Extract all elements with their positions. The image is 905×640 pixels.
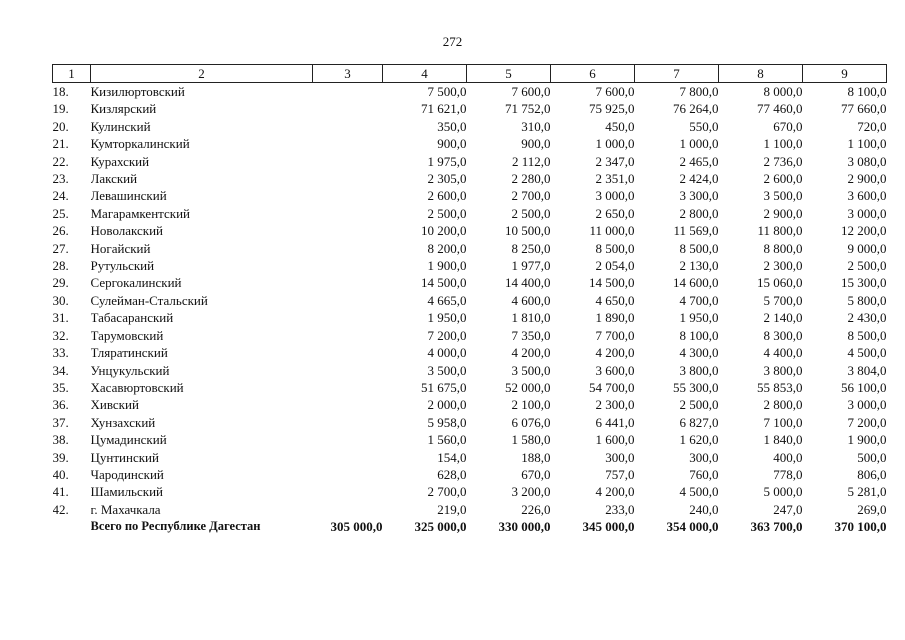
value-cell: 10 200,0 <box>421 223 467 239</box>
value-cell: 2 500,0 <box>427 205 467 221</box>
table-row <box>53 170 887 187</box>
table-row <box>53 362 887 379</box>
value-cell: 2 424,0 <box>679 171 719 187</box>
value-cell <box>313 431 383 448</box>
table-row <box>53 153 887 170</box>
district-name: Чародинский <box>90 466 164 482</box>
value-cell: 7 700,0 <box>595 327 635 343</box>
value-cell: 354 000,0 <box>666 519 719 535</box>
value-cell: 7 500,0 <box>427 84 467 99</box>
value-cell: 3 600,0 <box>847 188 887 204</box>
value-cell: 1 975,0 <box>427 153 467 169</box>
value-cell: 1 900,0 <box>427 258 467 274</box>
value-cell: 4 300,0 <box>679 345 719 361</box>
value-cell: 1 890,0 <box>595 310 635 326</box>
value-cell: 11 569,0 <box>673 223 719 239</box>
value-cell: 15 300,0 <box>841 275 887 291</box>
table-row <box>53 414 887 431</box>
row-number: 28. <box>52 258 69 274</box>
table-row <box>53 274 887 291</box>
value-cell: 154,0 <box>437 449 467 465</box>
value-cell: 7 600,0 <box>595 84 635 99</box>
district-name: Тарумовский <box>90 327 164 343</box>
value-cell: 310,0 <box>521 118 551 134</box>
value-cell: 2 600,0 <box>427 188 467 204</box>
row-number: 38. <box>52 432 69 448</box>
district-name: Новолакский <box>90 223 164 239</box>
value-cell: 3 000,0 <box>847 397 887 413</box>
value-cell: 1 600,0 <box>595 432 635 448</box>
value-cell: 5 000,0 <box>763 484 803 500</box>
row-number: 32. <box>52 327 69 343</box>
value-cell: 4 665,0 <box>427 292 467 308</box>
value-cell: 806,0 <box>857 466 887 482</box>
value-cell: 2 430,0 <box>847 310 887 326</box>
table-row <box>53 187 887 204</box>
district-name: Хасавюртовский <box>90 379 184 395</box>
district-name: Кумторкалинский <box>90 136 190 152</box>
value-cell: 720,0 <box>857 118 887 134</box>
value-cell: 52 000,0 <box>505 379 551 395</box>
value-cell: 2 112,0 <box>511 153 551 169</box>
table-row <box>53 135 887 152</box>
value-cell: 54 700,0 <box>589 379 635 395</box>
value-cell: 2 130,0 <box>679 258 719 274</box>
district-name: Кизлярский <box>90 101 157 117</box>
value-cell: 2 280,0 <box>511 171 551 187</box>
value-cell: 3 300,0 <box>679 188 719 204</box>
value-cell: 8 300,0 <box>763 327 803 343</box>
value-cell: 71 752,0 <box>505 101 551 117</box>
value-cell: 2 100,0 <box>511 397 551 413</box>
value-cell: 1 950,0 <box>679 310 719 326</box>
row-number: 27. <box>52 240 69 256</box>
value-cell: 3 000,0 <box>595 188 635 204</box>
value-cell: 4 200,0 <box>595 345 635 361</box>
value-cell: 233,0 <box>605 501 635 517</box>
district-name: Тляратинский <box>90 345 168 361</box>
value-cell: 3 500,0 <box>427 362 467 378</box>
value-cell: 670,0 <box>773 118 803 134</box>
value-cell: 56 100,0 <box>841 379 887 395</box>
value-cell: 71 621,0 <box>421 101 467 117</box>
value-cell: 240,0 <box>689 501 719 517</box>
district-name: г. Махачкала <box>90 501 161 517</box>
value-cell: 2 650,0 <box>595 205 635 221</box>
value-cell: 1 560,0 <box>427 432 467 448</box>
value-cell <box>313 501 383 518</box>
value-cell: 500,0 <box>857 449 887 465</box>
value-cell: 5 800,0 <box>847 292 887 308</box>
value-cell: 3 080,0 <box>847 153 887 169</box>
district-name: Цунтинский <box>90 449 159 465</box>
value-cell <box>313 222 383 239</box>
value-cell: 3 200,0 <box>511 484 551 500</box>
table-row <box>53 83 887 101</box>
value-cell: 2 000,0 <box>427 397 467 413</box>
table-row <box>53 344 887 361</box>
district-name: Шамильский <box>90 484 163 500</box>
value-cell: 1 840,0 <box>763 432 803 448</box>
total-row <box>53 518 887 535</box>
row-number: 29. <box>52 275 69 291</box>
table-row <box>53 100 887 117</box>
table-row <box>53 466 887 483</box>
value-cell: 2 054,0 <box>595 258 635 274</box>
value-cell: 77 660,0 <box>841 101 887 117</box>
value-cell: 2 500,0 <box>847 258 887 274</box>
table-header-row <box>53 65 887 83</box>
value-cell: 305 000,0 <box>330 519 383 535</box>
value-cell: 3 800,0 <box>763 362 803 378</box>
col-header: 1 <box>53 65 91 83</box>
value-cell: 1 100,0 <box>847 136 887 152</box>
value-cell <box>313 309 383 326</box>
value-cell: 2 351,0 <box>595 171 635 187</box>
row-number: 35. <box>52 379 69 395</box>
value-cell: 6 827,0 <box>679 414 719 430</box>
value-cell: 300,0 <box>605 449 635 465</box>
col-header: 5 <box>467 65 551 83</box>
row-number: 39. <box>52 449 69 465</box>
district-name: Хунзахский <box>90 414 156 430</box>
value-cell: 219,0 <box>437 501 467 517</box>
value-cell: 2 900,0 <box>847 171 887 187</box>
row-number: 21. <box>52 136 69 152</box>
value-cell: 269,0 <box>857 501 887 517</box>
value-cell: 55 300,0 <box>673 379 719 395</box>
value-cell: 5 958,0 <box>427 414 467 430</box>
value-cell: 2 465,0 <box>679 153 719 169</box>
value-cell: 2 800,0 <box>763 397 803 413</box>
row-number: 24. <box>52 188 69 204</box>
value-cell: 1 000,0 <box>679 136 719 152</box>
value-cell <box>313 327 383 344</box>
value-cell: 11 000,0 <box>589 223 635 239</box>
row-number <box>53 518 91 535</box>
value-cell <box>313 274 383 291</box>
table-row <box>53 222 887 239</box>
value-cell: 3 500,0 <box>763 188 803 204</box>
value-cell: 12 200,0 <box>841 223 887 239</box>
value-cell: 325 000,0 <box>414 519 467 535</box>
value-cell: 8 200,0 <box>427 240 467 256</box>
row-number: 22. <box>52 153 69 169</box>
row-number: 20. <box>52 118 69 134</box>
row-number: 25. <box>52 205 69 221</box>
value-cell: 350,0 <box>437 118 467 134</box>
value-cell: 14 600,0 <box>673 275 719 291</box>
value-cell: 2 700,0 <box>511 188 551 204</box>
value-cell <box>313 100 383 117</box>
value-cell: 1 900,0 <box>847 432 887 448</box>
value-cell: 247,0 <box>773 501 803 517</box>
table-row <box>53 205 887 222</box>
row-number: 30. <box>52 292 69 308</box>
value-cell <box>313 240 383 257</box>
district-name: Курахский <box>90 153 150 169</box>
value-cell: 14 400,0 <box>505 275 551 291</box>
row-number: 40. <box>52 466 69 482</box>
value-cell: 4 200,0 <box>595 484 635 500</box>
row-number: 33. <box>52 345 69 361</box>
value-cell: 900,0 <box>521 136 551 152</box>
value-cell: 330 000,0 <box>498 519 551 535</box>
value-cell: 4 200,0 <box>511 345 551 361</box>
value-cell: 10 500,0 <box>505 223 551 239</box>
table-row <box>53 118 887 135</box>
value-cell: 51 675,0 <box>421 379 467 395</box>
value-cell: 14 500,0 <box>589 275 635 291</box>
value-cell: 2 700,0 <box>427 484 467 500</box>
value-cell <box>313 170 383 187</box>
row-number: 42. <box>52 501 69 517</box>
district-name: Цумадинский <box>90 432 167 448</box>
value-cell: 757,0 <box>605 466 635 482</box>
district-name: Хивский <box>90 397 139 413</box>
value-cell: 4 700,0 <box>679 292 719 308</box>
table-row <box>53 309 887 326</box>
table-row <box>53 327 887 344</box>
district-name: Кулинский <box>90 118 151 134</box>
value-cell: 4 650,0 <box>595 292 635 308</box>
table-row <box>53 396 887 413</box>
value-cell: 3 000,0 <box>847 205 887 221</box>
row-number: 19. <box>52 101 69 117</box>
value-cell <box>313 135 383 152</box>
value-cell: 2 736,0 <box>763 153 803 169</box>
value-cell: 8 100,0 <box>847 84 887 99</box>
row-number: 37. <box>52 414 69 430</box>
value-cell: 8 250,0 <box>511 240 551 256</box>
value-cell: 8 800,0 <box>763 240 803 256</box>
table-row <box>53 292 887 309</box>
value-cell: 670,0 <box>521 466 551 482</box>
col-header: 2 <box>91 65 313 83</box>
value-cell: 2 347,0 <box>595 153 635 169</box>
value-cell: 3 500,0 <box>511 362 551 378</box>
value-cell: 5 281,0 <box>847 484 887 500</box>
col-header: 4 <box>383 65 467 83</box>
value-cell: 2 500,0 <box>511 205 551 221</box>
value-cell: 1 000,0 <box>595 136 635 152</box>
district-name: Магарамкентский <box>90 205 190 221</box>
table-row <box>53 483 887 500</box>
budget-table <box>52 64 887 536</box>
value-cell: 14 500,0 <box>421 275 467 291</box>
value-cell: 6 076,0 <box>511 414 551 430</box>
value-cell: 75 925,0 <box>589 101 635 117</box>
value-cell: 9 000,0 <box>847 240 887 256</box>
value-cell <box>313 483 383 500</box>
value-cell: 188,0 <box>521 449 551 465</box>
district-name: Сулейман-Стальский <box>90 292 208 308</box>
value-cell: 4 500,0 <box>847 345 887 361</box>
row-number: 41. <box>52 484 69 500</box>
value-cell: 550,0 <box>689 118 719 134</box>
value-cell: 7 350,0 <box>511 327 551 343</box>
value-cell: 6 441,0 <box>595 414 635 430</box>
table-row <box>53 240 887 257</box>
value-cell <box>313 396 383 413</box>
district-name: Унцукульский <box>90 362 170 378</box>
value-cell: 2 800,0 <box>679 205 719 221</box>
value-cell: 4 600,0 <box>511 292 551 308</box>
value-cell <box>313 414 383 431</box>
value-cell: 226,0 <box>521 501 551 517</box>
value-cell <box>313 344 383 361</box>
row-number: 26. <box>52 223 69 239</box>
value-cell: 1 580,0 <box>511 432 551 448</box>
value-cell <box>313 118 383 135</box>
value-cell: 77 460,0 <box>757 101 803 117</box>
value-cell: 11 800,0 <box>757 223 803 239</box>
value-cell: 8 500,0 <box>595 240 635 256</box>
district-name: Табасаранский <box>90 310 174 326</box>
value-cell: 3 800,0 <box>679 362 719 378</box>
value-cell: 760,0 <box>689 466 719 482</box>
value-cell: 2 300,0 <box>595 397 635 413</box>
value-cell: 8 100,0 <box>679 327 719 343</box>
value-cell: 7 800,0 <box>679 84 719 99</box>
district-name: Левашинский <box>90 188 167 204</box>
value-cell: 8 500,0 <box>847 327 887 343</box>
value-cell: 15 060,0 <box>757 275 803 291</box>
col-header: 3 <box>313 65 383 83</box>
table-row <box>53 257 887 274</box>
value-cell <box>313 292 383 309</box>
district-name: Ногайский <box>90 240 151 256</box>
value-cell: 8 000,0 <box>763 84 803 99</box>
value-cell: 1 977,0 <box>511 258 551 274</box>
table-row <box>53 501 887 518</box>
col-header: 7 <box>635 65 719 83</box>
value-cell: 55 853,0 <box>757 379 803 395</box>
value-cell <box>313 257 383 274</box>
value-cell <box>313 379 383 396</box>
value-cell: 300,0 <box>689 449 719 465</box>
value-cell: 2 500,0 <box>679 397 719 413</box>
value-cell: 7 100,0 <box>763 414 803 430</box>
district-name: Лакский <box>90 171 138 187</box>
value-cell: 400,0 <box>773 449 803 465</box>
col-header: 8 <box>719 65 803 83</box>
value-cell: 3 804,0 <box>847 362 887 378</box>
table-row <box>53 449 887 466</box>
district-name: Всего по Республике Дагестан <box>90 519 261 534</box>
district-name: Кизилюртовский <box>90 84 185 99</box>
value-cell: 900,0 <box>437 136 467 152</box>
value-cell <box>313 205 383 222</box>
district-name: Сергокалинский <box>90 275 182 291</box>
district-name: Рутульский <box>90 258 155 274</box>
row-number: 18. <box>52 84 69 99</box>
value-cell <box>313 153 383 170</box>
value-cell: 2 900,0 <box>763 205 803 221</box>
value-cell: 1 810,0 <box>511 310 551 326</box>
value-cell: 8 500,0 <box>679 240 719 256</box>
value-cell: 5 700,0 <box>763 292 803 308</box>
value-cell <box>313 466 383 483</box>
value-cell: 4 400,0 <box>763 345 803 361</box>
value-cell: 7 600,0 <box>511 84 551 99</box>
col-header: 6 <box>551 65 635 83</box>
page-number: 272 <box>442 34 463 49</box>
value-cell: 4 000,0 <box>427 345 467 361</box>
row-number: 36. <box>52 397 69 413</box>
value-cell: 2 305,0 <box>427 171 467 187</box>
value-cell: 1 620,0 <box>679 432 719 448</box>
row-number: 23. <box>52 171 69 187</box>
value-cell <box>313 449 383 466</box>
value-cell: 450,0 <box>605 118 635 134</box>
row-number: 34. <box>52 362 69 378</box>
value-cell: 2 300,0 <box>763 258 803 274</box>
row-number: 31. <box>52 310 69 326</box>
value-cell: 628,0 <box>437 466 467 482</box>
value-cell: 1 100,0 <box>763 136 803 152</box>
value-cell: 363 700,0 <box>750 519 803 535</box>
value-cell <box>313 362 383 379</box>
value-cell: 370 100,0 <box>834 519 887 535</box>
value-cell: 2 600,0 <box>763 171 803 187</box>
value-cell: 7 200,0 <box>847 414 887 430</box>
value-cell: 7 200,0 <box>427 327 467 343</box>
value-cell: 4 500,0 <box>679 484 719 500</box>
value-cell <box>313 83 383 101</box>
value-cell: 2 140,0 <box>763 310 803 326</box>
value-cell <box>313 187 383 204</box>
value-cell: 778,0 <box>773 466 803 482</box>
table-row <box>53 379 887 396</box>
value-cell: 76 264,0 <box>673 101 719 117</box>
value-cell: 1 950,0 <box>427 310 467 326</box>
table-row <box>53 431 887 448</box>
value-cell: 345 000,0 <box>582 519 635 535</box>
value-cell: 3 600,0 <box>595 362 635 378</box>
col-header: 9 <box>803 65 887 83</box>
